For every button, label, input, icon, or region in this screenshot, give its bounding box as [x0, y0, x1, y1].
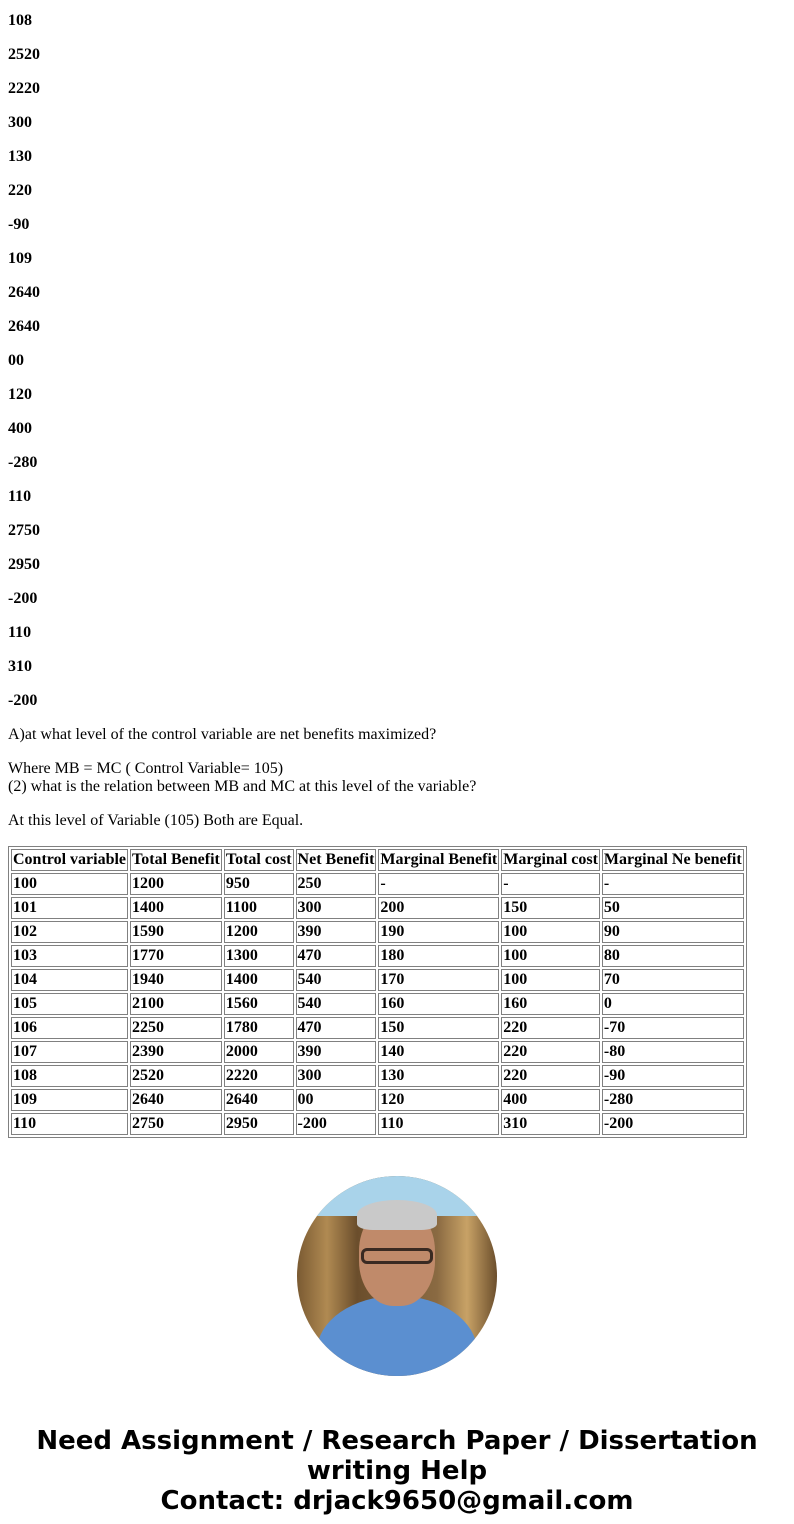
table-cell: 90: [602, 921, 744, 943]
column-header: Net Benefit: [296, 849, 377, 871]
table-cell: 1770: [130, 945, 222, 967]
question-b: (2) what is the relation between MB and MC at this level of the variable?: [8, 778, 477, 795]
list-value: 00: [8, 352, 24, 369]
table-cell: 150: [501, 897, 600, 919]
table-cell: 1200: [224, 921, 294, 943]
table-cell: 1780: [224, 1017, 294, 1039]
table-cell: 250: [296, 873, 377, 895]
table-cell: -90: [602, 1065, 744, 1087]
author-avatar: [297, 1176, 497, 1376]
footer-line-2: writing Help: [306, 1456, 488, 1486]
footer-line-1: Need Assignment / Research Paper / Dissertation: [36, 1426, 758, 1456]
table-cell: -: [501, 873, 600, 895]
table-cell: 108: [11, 1065, 128, 1087]
table-cell: 120: [378, 1089, 499, 1111]
table-cell: 160: [378, 993, 499, 1015]
table-cell: 1400: [224, 969, 294, 991]
list-value: 130: [8, 148, 32, 165]
list-value: 2950: [8, 556, 40, 573]
table-cell: 1940: [130, 969, 222, 991]
table-cell: 470: [296, 1017, 377, 1039]
list-value: 120: [8, 386, 32, 403]
table-cell: 100: [501, 945, 600, 967]
column-header: Control variable: [11, 849, 128, 871]
table-row: [11, 897, 744, 919]
table-cell: 1100: [224, 897, 294, 919]
answer-block: [8, 760, 786, 796]
value-list: [8, 12, 786, 710]
table-cell: 310: [501, 1113, 600, 1135]
table-cell: -: [378, 873, 499, 895]
table-row: [11, 969, 744, 991]
column-header: Marginal Ne benefit: [602, 849, 744, 871]
column-header: Total cost: [224, 849, 294, 871]
list-value: 220: [8, 182, 32, 199]
table-row: [11, 1065, 744, 1087]
table-cell: -70: [602, 1017, 744, 1039]
table-cell: 140: [378, 1041, 499, 1063]
list-value: 400: [8, 420, 32, 437]
table-cell: 110: [378, 1113, 499, 1135]
table-row: [11, 1017, 744, 1039]
table-cell: 300: [296, 1065, 377, 1087]
table-cell: 170: [378, 969, 499, 991]
table-cell: 2520: [130, 1065, 222, 1087]
list-value: 310: [8, 658, 32, 675]
table-header-row: [11, 849, 744, 871]
table-cell: 220: [501, 1041, 600, 1063]
footer-ad: [8, 1426, 786, 1516]
table-cell: 1560: [224, 993, 294, 1015]
table-cell: 390: [296, 1041, 377, 1063]
table-cell: 2100: [130, 993, 222, 1015]
table-row: [11, 873, 744, 895]
table-cell: 100: [11, 873, 128, 895]
table-cell: 390: [296, 921, 377, 943]
table-cell: 2220: [224, 1065, 294, 1087]
table-cell: 300: [296, 897, 377, 919]
table-row: [11, 1089, 744, 1111]
table-cell: 105: [11, 993, 128, 1015]
table-cell: 109: [11, 1089, 128, 1111]
table-cell: 540: [296, 993, 377, 1015]
table-cell: 220: [501, 1065, 600, 1087]
table-cell: 2000: [224, 1041, 294, 1063]
table-cell: 80: [602, 945, 744, 967]
table-cell: 00: [296, 1089, 377, 1111]
list-value: 2640: [8, 284, 40, 301]
table-row: [11, 945, 744, 967]
table-cell: 1590: [130, 921, 222, 943]
table-cell: -280: [602, 1089, 744, 1111]
data-table: [8, 846, 747, 1138]
question-a: A)at what level of the control variable are net benefits maximized?: [8, 726, 437, 743]
column-header: Marginal Benefit: [378, 849, 499, 871]
table-cell: 106: [11, 1017, 128, 1039]
table-cell: 950: [224, 873, 294, 895]
table-row: [11, 993, 744, 1015]
list-value: 109: [8, 250, 32, 267]
list-value: 2220: [8, 80, 40, 97]
table-cell: 2950: [224, 1113, 294, 1135]
list-value: -90: [8, 216, 30, 233]
table-cell: 180: [378, 945, 499, 967]
table-cell: 1300: [224, 945, 294, 967]
table-cell: 130: [378, 1065, 499, 1087]
table-cell: 2250: [130, 1017, 222, 1039]
table-cell: 101: [11, 897, 128, 919]
list-value: 2520: [8, 46, 40, 63]
table-cell: 220: [501, 1017, 600, 1039]
table-cell: 1400: [130, 897, 222, 919]
table-cell: 400: [501, 1089, 600, 1111]
table-cell: 2750: [130, 1113, 222, 1135]
table-cell: 110: [11, 1113, 128, 1135]
table-cell: 2390: [130, 1041, 222, 1063]
table-cell: 470: [296, 945, 377, 967]
list-value: 108: [8, 12, 32, 29]
table-cell: 104: [11, 969, 128, 991]
table-cell: 200: [378, 897, 499, 919]
table-cell: 107: [11, 1041, 128, 1063]
list-value: -200: [8, 590, 38, 607]
table-cell: 100: [501, 921, 600, 943]
table-row: [11, 1113, 744, 1135]
table-cell: -80: [602, 1041, 744, 1063]
table-cell: 2640: [224, 1089, 294, 1111]
list-value: 110: [8, 488, 32, 505]
table-row: [11, 1041, 744, 1063]
table-cell: 0: [602, 993, 744, 1015]
table-cell: 50: [602, 897, 744, 919]
table-cell: 190: [378, 921, 499, 943]
answer-b: At this level of Variable (105) Both are Equal.: [8, 812, 304, 829]
list-value: -200: [8, 692, 38, 709]
table-cell: -200: [602, 1113, 744, 1135]
table-cell: 1200: [130, 873, 222, 895]
table-cell: 103: [11, 945, 128, 967]
footer-contact: Contact: drjack9650@gmail.com: [160, 1486, 634, 1516]
table-cell: 160: [501, 993, 600, 1015]
table-cell: 100: [501, 969, 600, 991]
table-cell: 2640: [130, 1089, 222, 1111]
list-value: 110: [8, 624, 32, 641]
list-value: 2750: [8, 522, 40, 539]
table-row: [11, 921, 744, 943]
table-cell: 540: [296, 969, 377, 991]
table-cell: -: [602, 873, 744, 895]
list-value: 300: [8, 114, 32, 131]
table-cell: 150: [378, 1017, 499, 1039]
table-cell: 70: [602, 969, 744, 991]
column-header: Total Benefit: [130, 849, 222, 871]
column-header: Marginal cost: [501, 849, 600, 871]
answer-a: Where MB = MC ( Control Variable= 105): [8, 760, 284, 777]
table-cell: 102: [11, 921, 128, 943]
list-value: -280: [8, 454, 38, 471]
table-cell: -200: [296, 1113, 377, 1135]
list-value: 2640: [8, 318, 40, 335]
